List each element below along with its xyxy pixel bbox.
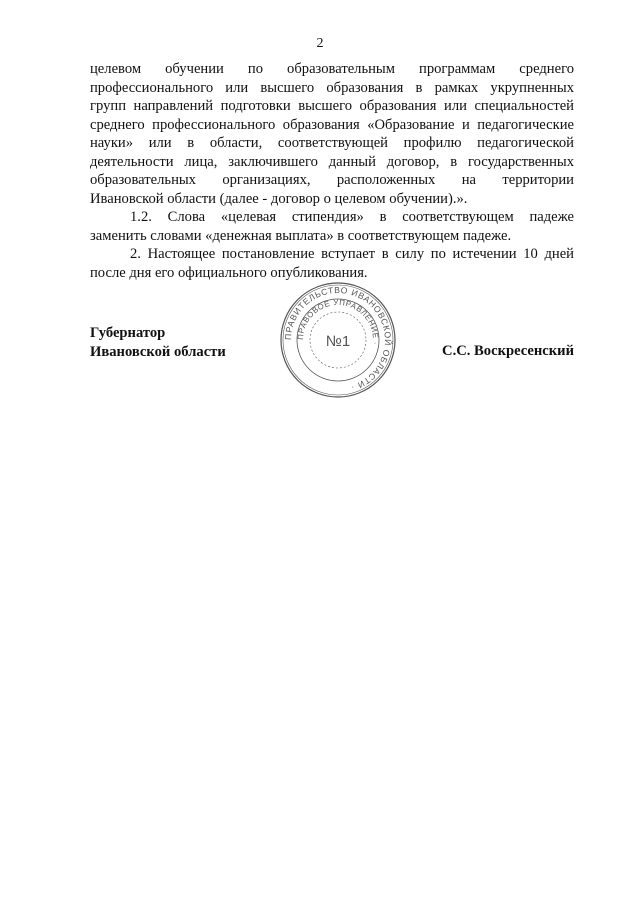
para1-line: профессионального или высшего образования в рамках укрупненных bbox=[90, 79, 574, 96]
signer-name: С.С. Воскресенский bbox=[442, 343, 574, 359]
signer-title-line: Губернатор bbox=[90, 325, 166, 341]
para2-line: заменить словами «денежная выплата» в соответствующем падеже. bbox=[90, 227, 512, 244]
stamp-ring-text: ПРАВИТЕЛЬСТВО ИВАНОВСКОЙ ОБЛАСТИ · bbox=[282, 284, 394, 394]
page-number: 2 bbox=[316, 36, 324, 51]
stamp-center-text: №1 bbox=[325, 333, 351, 350]
official-stamp bbox=[278, 280, 398, 400]
para1-line: науки» или в области, соответствующей профилю педагогической bbox=[90, 135, 574, 151]
para3-line: после дня его официального опубликования. bbox=[90, 264, 368, 281]
document-body bbox=[90, 60, 574, 282]
para1-line: образовательных организациях, расположенных на территории bbox=[90, 172, 574, 188]
para1-line: среднего профессионального образования «Образование и педагогические bbox=[90, 116, 574, 133]
para2-line: 1.2. Слова «целевая стипендия» в соответствующем падеже bbox=[130, 209, 574, 225]
para1-line: групп направлений подготовки высшего образования или специальностей bbox=[90, 98, 574, 114]
signer-title-line: Ивановской области bbox=[90, 344, 226, 360]
signer-title bbox=[90, 324, 226, 362]
para1-line: деятельности лица, заключившего данный договор, в государственных bbox=[90, 153, 574, 170]
stamp-inner-ring-text: ПРАВОВОЕ УПРАВЛЕНИЕ · bbox=[295, 297, 381, 346]
para3-line: 2. Настоящее постановление вступает в силу по истечении 10 дней bbox=[130, 246, 574, 262]
para1-line: целевом обучении по образовательным программам среднего bbox=[90, 61, 574, 77]
para1-line: Ивановской области (далее - договор о целевом обучении).». bbox=[90, 190, 468, 207]
